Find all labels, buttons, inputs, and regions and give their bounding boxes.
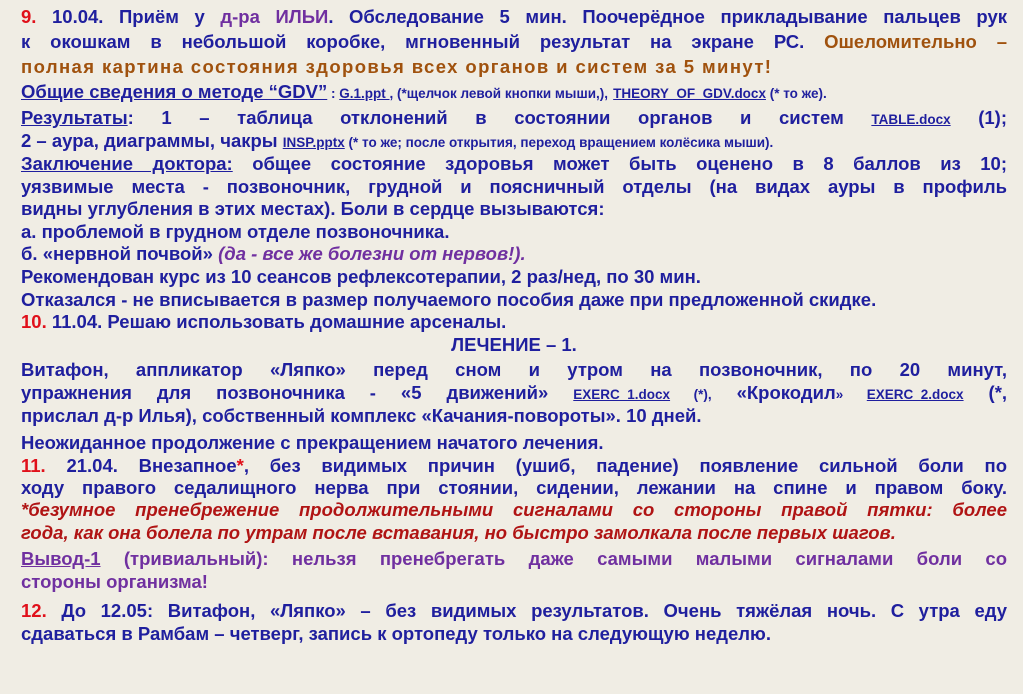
link-g1-ppt[interactable]: G.1.ppt: [339, 86, 390, 101]
s11-text: 21.04. Внезапное: [45, 455, 237, 476]
s10-line4: [21, 382, 1007, 406]
table-note: (1);: [950, 107, 1007, 128]
link-insp-pptx[interactable]: INSP.pptx: [282, 135, 345, 150]
s9-line8: [21, 176, 1007, 198]
s9-date: 10.04. Приём у: [36, 6, 221, 27]
s9-line12: [21, 266, 1007, 288]
s11-number: 11.: [21, 455, 46, 476]
s9-line11: [21, 243, 1007, 265]
results-aura: 2 – аура, диаграммы, чакры: [21, 130, 283, 151]
theory-note: (* то же).: [765, 86, 827, 101]
crocodile-close: »: [835, 387, 867, 402]
exerc1-note: (*),: [670, 387, 712, 402]
s9-full-picture: полная картина состояния здоровья всех органов и систем за 5 минут!: [21, 56, 773, 77]
refusal: Отказался - не вписывается в размер получаемого пособия даже при предложенной скидке.: [21, 289, 877, 310]
link-theory-gdv[interactable]: THEORY_OF_GDV.docx: [613, 86, 766, 101]
unexpected-continuation: Неожиданное продолжение с прекращением начатого лечения.: [21, 432, 604, 453]
s9-line2: [21, 31, 1007, 53]
exerc2-note: (*,: [988, 382, 1008, 403]
s11-line3: [21, 499, 1007, 521]
s9-line1: [21, 6, 1007, 28]
conclusion-1-heading: Вывод-1: [21, 548, 101, 569]
s10-line6: [21, 432, 1007, 454]
s12-number: 12.: [21, 600, 47, 621]
s10-line5: [21, 405, 1007, 427]
link-table-docx[interactable]: TABLE.docx: [871, 112, 951, 127]
s9-line6: [21, 130, 1007, 154]
s9-doctor-name: ИЛЬИ: [259, 6, 329, 27]
gdv-colon: :: [327, 86, 340, 101]
s11-footnote-2: года, как она болела по утрам после вставания, но быстро замолкала после первых шагов.: [21, 522, 896, 543]
s11-line5: [21, 548, 1007, 570]
s9-amazing: Ошеломительно –: [824, 31, 1007, 52]
cause-b: б. «нервной почвой»: [21, 243, 219, 264]
s11-line6: [21, 571, 1007, 593]
s9-line13: [21, 289, 1007, 311]
conclusion-heading: Заключение доктора:: [21, 153, 233, 174]
g1-note: , (*щелчок левой кнопки мыши,),: [389, 86, 609, 101]
s9-line9: [21, 198, 1007, 220]
s12-text: До 12.05: Витафон, «Ляпко» – без видимых результатов. Очень тяжёлая ночь. С утра еду: [46, 600, 1007, 621]
s11-footnote-1: *безумное пренебрежение продолжительными сигналами со стороны правой пятки: более: [21, 499, 1007, 520]
s9-line3: [21, 56, 1007, 78]
s10-heading-line: [21, 334, 1007, 356]
s11-star: *: [236, 455, 244, 476]
conclusion-1-text-2: стороны организма!: [21, 571, 208, 592]
insp-note: (* то же; после открытия, переход вращением колёсика мыши).: [344, 135, 774, 150]
s11-line4: [21, 522, 1007, 544]
treatment-text-1: Витафон, аппликатор «Ляпко» перед сном и утром на позвоночник, по 20 минут,: [21, 359, 1007, 380]
recommendation: Рекомендован курс из 10 сеансов рефлексотерапии, 2 раз/нед, по 30 мин.: [21, 266, 701, 287]
s11-text-2: , без видимых причин (ушиб, падение) появление сильной боли по: [243, 455, 1007, 476]
link-exerc1-docx[interactable]: EXERC_1.docx: [573, 387, 671, 402]
link-exerc2-docx[interactable]: EXERC_2.docx: [866, 387, 964, 402]
gdv-heading: Общие сведения о методе “GDV”: [21, 81, 328, 102]
s10-number: 10.: [21, 311, 47, 332]
s10-line1: [21, 311, 1007, 333]
cause-b-note: (да - все же болезни от нервов!).: [218, 243, 526, 264]
s12-text-2: сдаваться в Рамбам – четверг, запись к ортопеду только на следующую неделю.: [21, 623, 771, 644]
s9-text: к окошкам в небольшой коробке, мгновенный результат на экране РС.: [21, 31, 825, 52]
s9-line7: [21, 153, 1007, 175]
s9-line5: [21, 107, 1007, 131]
cause-a: а. проблемой в грудном отделе позвоночника.: [21, 221, 450, 242]
results-heading: Результаты: [21, 107, 128, 128]
treatment-text-3: прислал д-р Илья), собственный комплекс «Качания-повороты». 10 дней.: [21, 405, 702, 426]
treatment-heading: ЛЕЧЕНИЕ – 1.: [451, 334, 577, 355]
conclusion-1-text: (тривиальный): нельзя пренебрегать даже самыми малыми сигналами боли со: [100, 548, 1007, 569]
conclusion-text: общее состояние здоровья может быть оценено в 8 баллов из 10;: [232, 153, 1007, 174]
s12-line1: [21, 600, 1007, 622]
conclusion-text-3: видны углубления в этих местах). Боли в сердце вызываются:: [21, 198, 605, 219]
s9-number: 9.: [21, 6, 37, 27]
results-text: : 1 – таблица отклонений в состоянии органов и систем: [127, 107, 844, 128]
s12-line2: [21, 623, 1007, 645]
s11-line1: [21, 455, 1007, 477]
s10-text: 11.04. Решаю использовать домашние арсеналы.: [46, 311, 507, 332]
s9-doctor-abbr: д-ра: [220, 6, 260, 27]
crocodile-label: «Крокодил: [736, 382, 836, 403]
s9-line10: [21, 221, 1007, 243]
s10-line3: [21, 359, 1007, 381]
conclusion-text-2: уязвимые места - позвоночник, грудной и поясничный отделы (на видах ауры в профиль: [21, 176, 1007, 197]
s11-text-3: ходу правого седалищного нерва при стоянии, сидении, лежании на спине и правом боку.: [21, 477, 1007, 498]
s9-text: . Обследование 5 мин. Поочерёдное прикладывание пальцев рук: [328, 6, 1007, 27]
s9-line4: [21, 81, 1007, 105]
treatment-text-2: упражнения для позвоночника - «5 движений»: [21, 382, 574, 403]
s11-line2: [21, 477, 1007, 499]
